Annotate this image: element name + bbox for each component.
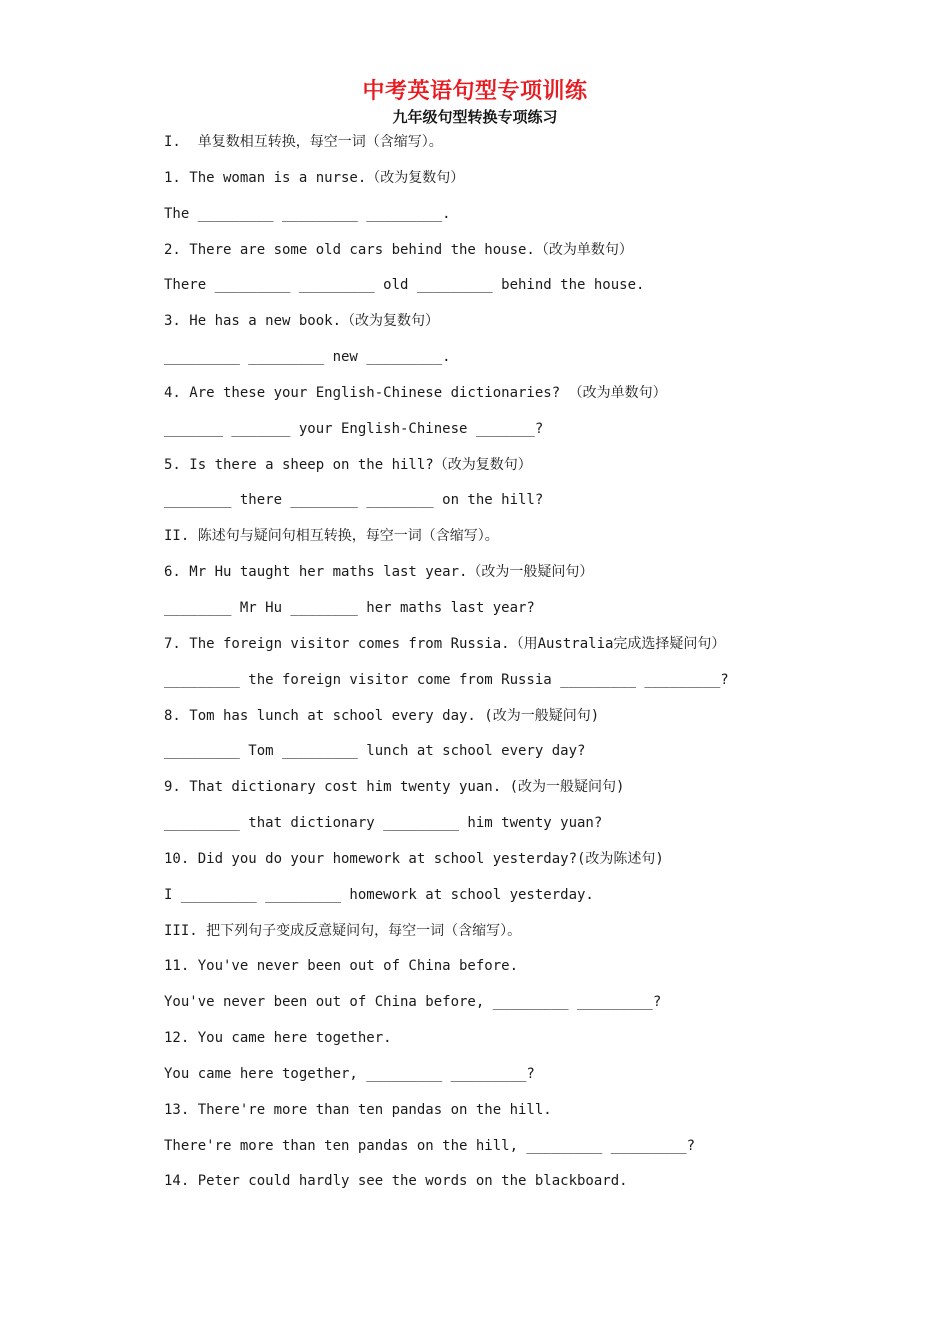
answer-line-6: ________ Mr Hu ________ her maths last year? bbox=[164, 599, 535, 616]
answer-line-7: _________ the foreign visitor come from Russia _________ _________? bbox=[164, 671, 729, 688]
question-4: 4. Are these your English-Chinese dictionaries? （改为单数句） bbox=[164, 384, 667, 401]
answer-line-2: There _________ _________ old _________ behind the house. bbox=[164, 277, 645, 294]
answer-line-12: You came here together, _________ _________? bbox=[164, 1065, 535, 1082]
question-5: 5. Is there a sheep on the hill?（改为复数句） bbox=[164, 456, 532, 473]
document-title: 中考英语句型专项训练 bbox=[362, 79, 588, 104]
question-13: 13. There're more than ten pandas on the hill. bbox=[164, 1101, 552, 1118]
document-subtitle: 九年级句型转换专项练习 bbox=[392, 108, 558, 126]
answer-line-13: There're more than ten pandas on the hill, _________ _________? bbox=[164, 1137, 696, 1154]
answer-line-4: _______ _______ your English-Chinese _______? bbox=[164, 420, 544, 437]
answer-line-1: The _________ _________ _________. bbox=[164, 205, 451, 222]
question-7: 7. The foreign visitor comes from Russia.（用Australia完成选择疑问句） bbox=[164, 635, 726, 652]
question-3: 3. He has a new book.（改为复数句） bbox=[164, 313, 440, 330]
answer-line-10: I _________ _________ homework at school yesterday. bbox=[164, 886, 594, 903]
question-10: 10. Did you do your homework at school yesterday?(改为陈述句) bbox=[164, 850, 664, 867]
question-8: 8. Tom has lunch at school every day. (改为一般疑问句) bbox=[164, 707, 600, 724]
answer-line-8: _________ Tom _________ lunch at school every day? bbox=[164, 743, 586, 760]
question-6: 6. Mr Hu taught her maths last year.（改为一般疑问句） bbox=[164, 564, 594, 581]
question-12: 12. You came here together. bbox=[164, 1030, 392, 1047]
section-heading-2: II. 陈述句与疑问句相互转换，每空一词（含缩写）。 bbox=[164, 528, 499, 545]
answer-line-3: _________ _________ new _________. bbox=[164, 349, 451, 366]
question-2: 2. There are some old cars behind the house.（改为单数句） bbox=[164, 241, 633, 258]
section-heading-1: I. 单复数相互转换，每空一词（含缩写）。 bbox=[164, 134, 443, 150]
answer-line-5: ________ there ________ ________ on the hill? bbox=[164, 492, 544, 509]
answer-line-9: _________ that dictionary _________ him twenty yuan? bbox=[164, 815, 603, 832]
answer-line-11: You've never been out of China before, _________ _________? bbox=[164, 994, 662, 1011]
question-9: 9. That dictionary cost him twenty yuan. (改为一般疑问句) bbox=[164, 779, 625, 796]
section-heading-3: III. 把下列句子变成反意疑问句，每空一词（含缩写）。 bbox=[164, 922, 522, 939]
exercise-body bbox=[164, 132, 804, 1207]
question-14: 14. Peter could hardly see the words on the blackboard. bbox=[164, 1173, 628, 1190]
question-1: 1. The woman is a nurse.（改为复数句） bbox=[164, 169, 465, 186]
question-11: 11. You've never been out of China before. bbox=[164, 958, 519, 975]
